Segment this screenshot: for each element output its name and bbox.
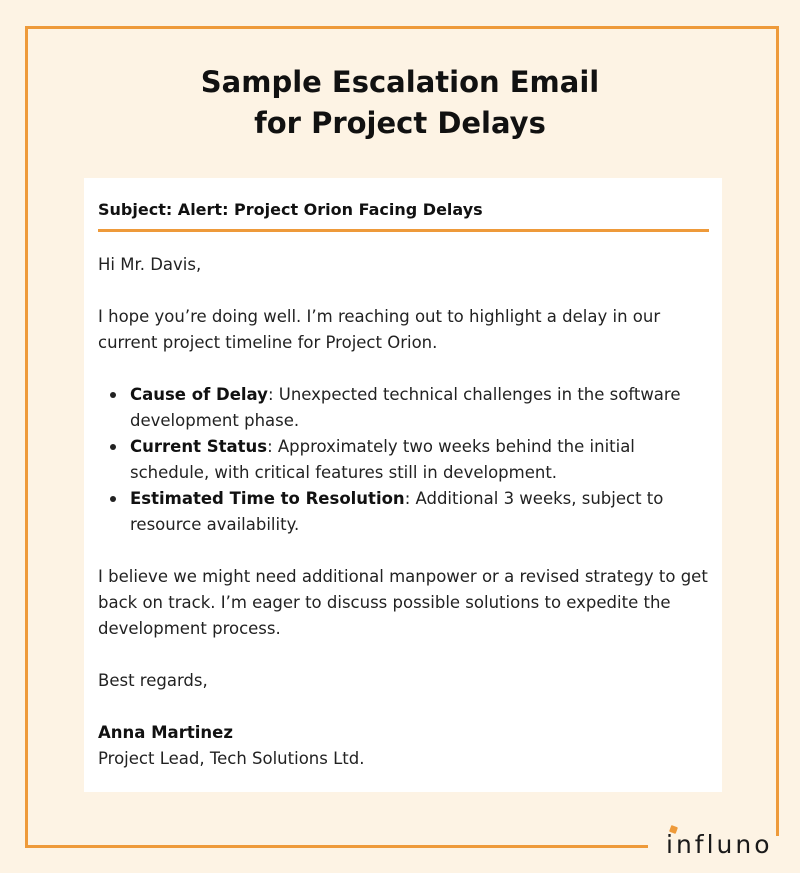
- email-body: [98, 252, 710, 772]
- email-intro: I hope you’re doing well. I’m reaching out to highlight a delay in our current project timeline for Project Orion.: [98, 307, 661, 352]
- email-card: [84, 178, 722, 792]
- list-item: [130, 382, 710, 434]
- list-item: [130, 434, 710, 486]
- bullet-text: : Approximately two weeks behind the initial schedule, with critical features still in development.: [130, 437, 635, 482]
- sender-title: Project Lead, Tech Solutions Ltd.: [98, 749, 365, 768]
- title-line-2: for Project Delays: [254, 106, 546, 140]
- brand-logo: influno: [666, 830, 773, 859]
- delay-details-list: [98, 382, 710, 538]
- title-line-1: Sample Escalation Email: [200, 65, 600, 99]
- sender-name: Anna Martinez: [98, 723, 233, 742]
- page-title: [0, 62, 800, 144]
- email-signoff: Best regards,: [98, 671, 208, 690]
- email-subject: Subject: Alert: Project Orion Facing Delays: [98, 200, 483, 219]
- bullet-text: : Additional 3 weeks, subject to resource availability.: [130, 489, 664, 534]
- bullet-label: Cause of Delay: [130, 385, 268, 404]
- subject-divider: [98, 229, 709, 232]
- bullet-label: Estimated Time to Resolution: [130, 489, 405, 508]
- list-item: [130, 486, 710, 538]
- email-request: I believe we might need additional manpower or a revised strategy to get back on track. I’m eager to discuss possible solutions to expedite the development process.: [98, 567, 708, 638]
- bullet-text: : Unexpected technical challenges in the software development phase.: [130, 385, 681, 430]
- email-greeting: Hi Mr. Davis,: [98, 255, 202, 274]
- bullet-label: Current Status: [130, 437, 268, 456]
